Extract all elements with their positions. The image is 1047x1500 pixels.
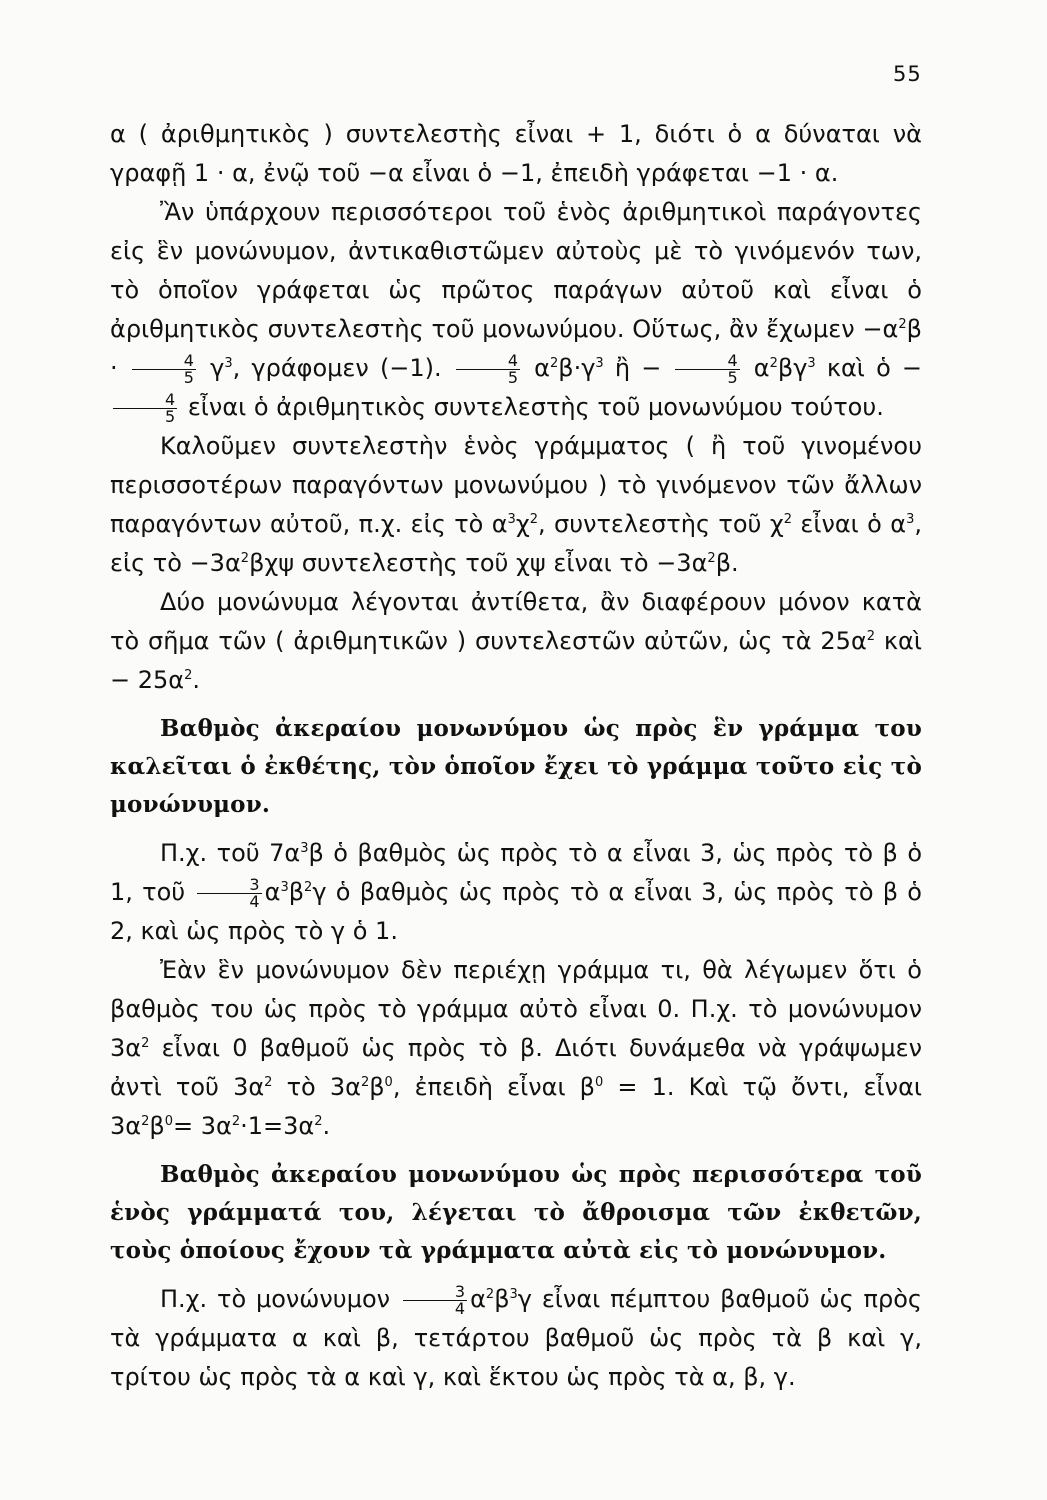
text-run: γ ὁ βαθμὸς ὡς πρὸς τὸ α εἶναι 3, ὡς πρὸς τὸ β ὁ 2, καὶ ὡς πρὸς τὸ γ ὁ 1. bbox=[110, 878, 922, 945]
text-run: Π.χ. τοῦ 7α bbox=[160, 839, 301, 867]
text-run: ·1=3α bbox=[240, 1112, 315, 1140]
text-run: = 3α bbox=[172, 1112, 232, 1140]
text-run: Ἂν ὑπάρχουν περισσότεροι τοῦ ἑνὸς ἀριθμητικοὶ παράγοντες εἰς ἓν μονώνυμον, ἀντικαθιστῶμεν αὐτοὺς μὲ τὸ γινόμενόν των, τὸ ὁποῖον γράφεται ὡς πρῶτος παράγων αὐτοῦ καὶ εἶναι ὁ ἀριθμητικὸς συντελεστὴς τοῦ μονωνύμου. Οὕτως, ἂν ἔχωμεν −α bbox=[110, 198, 922, 343]
exponent: 2 bbox=[314, 1114, 323, 1129]
text-run: βγ bbox=[777, 354, 808, 382]
paragraph-letter-coefficient bbox=[110, 427, 922, 583]
exponent: 0 bbox=[164, 1114, 173, 1129]
exponent: 2 bbox=[360, 1075, 370, 1090]
exponent: 0 bbox=[595, 1075, 604, 1090]
text-run: καὶ ὁ − bbox=[815, 354, 923, 382]
text-run: β bbox=[494, 1285, 510, 1313]
text-run: Δύο μονώνυμα λέγονται ἀντίθετα, ἂν διαφέρουν μόνον κατὰ τὸ σῆμα τῶν ( ἀριθμητικῶν ) συντελεστῶν αὐτῶν, ὡς τὰ 25α bbox=[110, 588, 922, 655]
paragraph-zero-degree bbox=[110, 951, 922, 1146]
text-run: γ εἶναι πέμπτου βαθμοῦ ὡς πρὸς τὰ γράμματα α καὶ β, τετάρτου βαθμοῦ ὡς πρὸς τὰ β καὶ γ, τρίτου ὡς πρὸς τὰ α καὶ γ, καὶ ἕκτου ὡς πρὸς τὰ α, β, γ. bbox=[110, 1285, 923, 1391]
exponent: 3 bbox=[807, 356, 816, 371]
fraction-denominator: 4 bbox=[249, 891, 260, 911]
exponent: 2 bbox=[231, 1114, 241, 1129]
exponent: 3 bbox=[509, 1287, 518, 1302]
definition-degree-single-letter: Βαθμὸς ἀκεραίου μονωνύμου ὡς πρὸς ἓν γράμμα του καλεῖται ὁ ἐκθέτης, τὸν ὁποῖον ἔχει τὸ γράμμα τοῦτο εἰς τὸ μονώνυμον. bbox=[110, 715, 922, 818]
exponent: 2 bbox=[769, 356, 778, 371]
text-run: β bbox=[288, 878, 305, 906]
text-run: εἶναι 0 βαθμοῦ ὡς πρὸς τὸ β. Διότι δυνάμεθα νὰ γράψωμεν ἀντὶ τοῦ 3α bbox=[110, 1034, 922, 1101]
exponent: 2 bbox=[141, 1036, 150, 1051]
text-run: εἶναι ὁ α bbox=[791, 510, 907, 538]
exponent: 3 bbox=[300, 841, 309, 856]
fraction bbox=[403, 1281, 467, 1318]
fraction bbox=[675, 350, 739, 387]
text-run: β ὁ βαθμὸς ὡς πρὸς τὸ α εἶναι 3, ὡς πρὸς τὸ β ὁ 1, τοῦ bbox=[110, 839, 922, 906]
text-run: β bbox=[369, 1073, 385, 1101]
definition-degree-multiple-letters: Βαθμὸς ἀκεραίου μονωνύμου ὡς πρὸς περισσότερα τοῦ ἑνὸς γράμματά του, λέγεται τὸ ἄθροισμα τῶν ἐκθετῶν, τοὺς ὁποίους ἔχουν τὰ γράμματα αὐτὰ εἰς τὸ μονώνυμον. bbox=[110, 1161, 922, 1264]
exponent: 2 bbox=[240, 551, 250, 566]
text-run: β bbox=[149, 1112, 165, 1140]
page-body bbox=[110, 115, 922, 1397]
text-run: , συντελεστὴς τοῦ χ bbox=[537, 510, 784, 538]
exponent: 2 bbox=[141, 1114, 150, 1129]
paragraph-multi-degree-example bbox=[110, 1280, 922, 1397]
fraction-numerator: 4 bbox=[675, 353, 739, 370]
paragraph-opposite-monomials bbox=[110, 583, 922, 700]
exponent: 2 bbox=[866, 629, 876, 644]
page-number: 55 bbox=[893, 62, 922, 86]
fraction-denominator: 5 bbox=[727, 367, 738, 387]
exponent: 3 bbox=[280, 880, 289, 895]
exponent: 2 bbox=[184, 668, 193, 683]
exponent: 2 bbox=[264, 1075, 273, 1090]
fraction bbox=[113, 389, 177, 426]
exponent: 2 bbox=[549, 356, 559, 371]
text-run: χ bbox=[515, 510, 530, 538]
text-run: Π.χ. τὸ μονώνυμον bbox=[160, 1285, 400, 1313]
text-run: α bbox=[742, 354, 770, 382]
text-run: = 1. Καὶ τῷ ὄντι, εἶναι 3α bbox=[110, 1073, 923, 1140]
exponent: 2 bbox=[707, 551, 716, 566]
text-run: , ἐπειδὴ εἶναι β bbox=[392, 1073, 596, 1101]
fraction-numerator: 4 bbox=[132, 353, 196, 370]
fraction bbox=[456, 350, 520, 387]
text-run: α bbox=[470, 1285, 486, 1313]
exponent: 3 bbox=[224, 356, 233, 371]
fraction bbox=[197, 874, 261, 911]
text-run: εἶναι ὁ ἀριθμητικὸς συντελεστὴς τοῦ μονωνύμου τούτου. bbox=[180, 393, 884, 421]
paragraph-numeric-coefficient bbox=[110, 193, 922, 427]
fraction-numerator: 3 bbox=[197, 877, 261, 894]
text-run: α bbox=[264, 878, 281, 906]
exponent: 2 bbox=[485, 1287, 495, 1302]
exponent: 2 bbox=[304, 880, 313, 895]
text-run: β · bbox=[110, 315, 922, 382]
exponent: 0 bbox=[384, 1075, 393, 1090]
paragraph-coefficient-sign bbox=[110, 115, 922, 193]
fraction-denominator: 5 bbox=[165, 406, 176, 426]
text-run: ἢ − bbox=[603, 354, 673, 382]
text-run: γ bbox=[198, 354, 225, 382]
text-run: Ἐὰν ἓν μονώνυμον δὲν περιέχῃ γράμμα τι, θὰ λέγωμεν ὅτι ὁ βαθμὸς του ὡς πρὸς τὸ γράμμα αὐτὸ εἶναι 0. Π.χ. τὸ μονώνυμον 3α bbox=[110, 956, 922, 1062]
text-run: , εἰς τὸ −3α bbox=[110, 510, 922, 577]
exponent: 2 bbox=[529, 512, 538, 527]
text-run: α bbox=[523, 354, 550, 382]
fraction-denominator: 4 bbox=[454, 1298, 466, 1318]
exponent: 3 bbox=[595, 356, 604, 371]
text-run: τὸ 3α bbox=[272, 1073, 361, 1101]
fraction-numerator: 3 bbox=[403, 1284, 467, 1301]
fraction-numerator: 4 bbox=[113, 392, 177, 409]
paragraph-degree-examples bbox=[110, 834, 922, 951]
exponent: 2 bbox=[898, 317, 907, 332]
fraction-denominator: 5 bbox=[507, 367, 519, 387]
text-run: Καλοῦμεν συντελεστὴν ἑνὸς γράμματος ( ἢ τοῦ γινομένου περισσοτέρων παραγόντων μονωνύμου ) τὸ γινόμενον τῶν ἄλλων παραγόντων αὐτοῦ, π.χ. εἰς τὸ α bbox=[110, 432, 922, 538]
exponent: 3 bbox=[906, 512, 915, 527]
text-run: . bbox=[322, 1112, 331, 1140]
text-run: , γράφομεν (−1). bbox=[232, 354, 453, 382]
text-run: β·γ bbox=[558, 354, 596, 382]
fraction-numerator: 4 bbox=[456, 353, 520, 370]
text-run: καὶ − 25α bbox=[110, 627, 923, 694]
text-run: β. bbox=[715, 549, 739, 577]
text-run: . bbox=[192, 666, 201, 694]
exponent: 2 bbox=[783, 512, 792, 527]
text-run: α ( ἀριθμητικὸς ) συντελεστὴς εἶναι + 1, διότι ὁ α δύναται νὰ γραφῇ 1 · α, ἐνῷ τοῦ −α εἶναι ὁ −1, ἐπειδὴ γράφεται −1 · α. bbox=[110, 120, 922, 187]
text-run: βχψ συντελεστὴς τοῦ χψ εἶναι τὸ −3α bbox=[249, 549, 708, 577]
fraction bbox=[132, 350, 196, 387]
exponent: 3 bbox=[507, 512, 516, 527]
fraction-denominator: 5 bbox=[183, 367, 194, 387]
